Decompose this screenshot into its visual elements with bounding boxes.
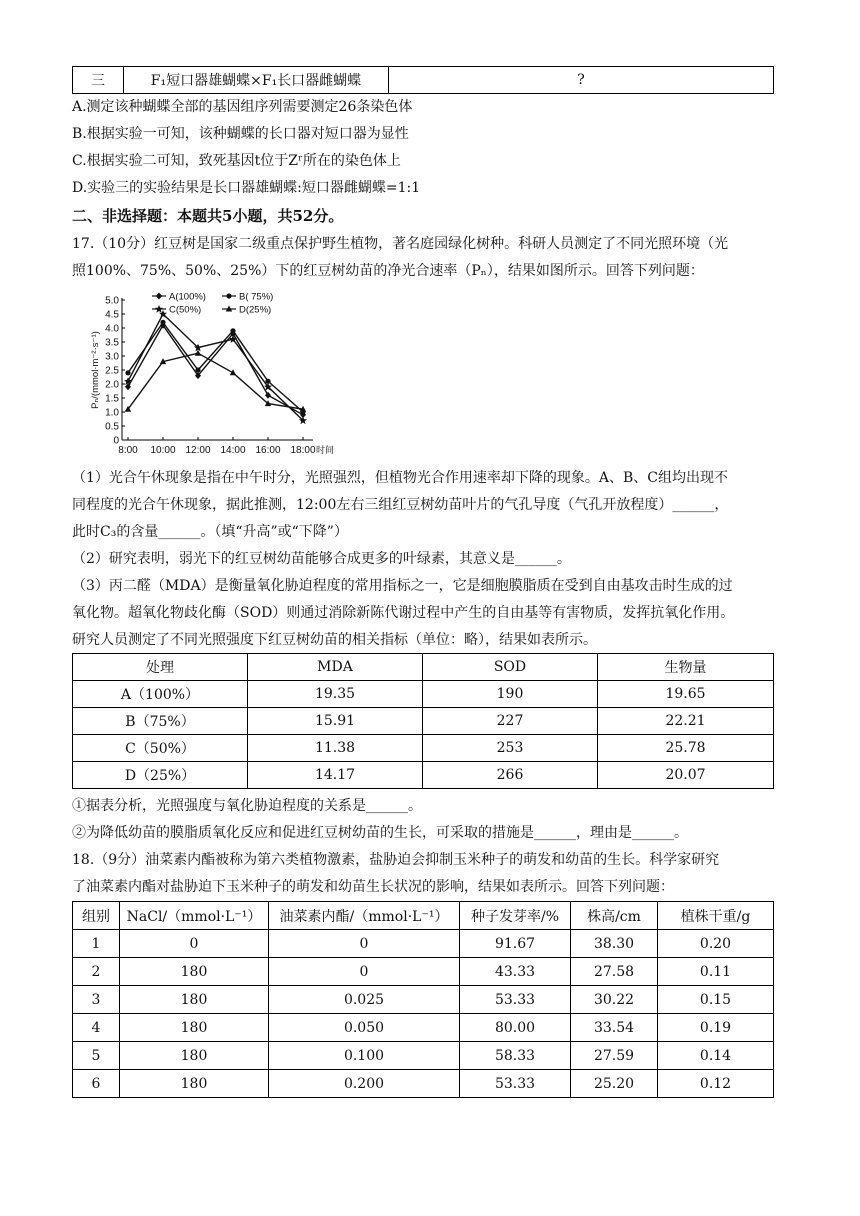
table-cell: D（25%） bbox=[73, 762, 248, 789]
table-cell: 180 bbox=[120, 1014, 269, 1042]
legend-marker bbox=[226, 293, 231, 298]
salt-stress-table bbox=[72, 901, 774, 1098]
x-tick-label: 18:00 bbox=[290, 445, 316, 456]
col-header: 组别 bbox=[73, 902, 120, 930]
q17-p1-line2: 同程度的光合午休现象，据此推测，12:00左右三组红豆树幼苗叶片的气孔导度（气孔开放程度）______， bbox=[72, 497, 729, 513]
table-cell: 11.38 bbox=[248, 735, 423, 762]
x-tick-label: 14:00 bbox=[220, 445, 246, 456]
table-cell: 5 bbox=[73, 1042, 120, 1070]
x-tick-label: 8:00 bbox=[118, 445, 138, 456]
table-cell: 58.33 bbox=[460, 1042, 571, 1070]
table-row bbox=[73, 67, 774, 94]
table-cell: 0.025 bbox=[269, 986, 460, 1014]
col-header: MDA bbox=[248, 654, 423, 681]
data-point bbox=[230, 328, 235, 333]
section-title: 二、非选择题：本题共5小题，共52分。 bbox=[72, 207, 344, 225]
table-cell: 227 bbox=[423, 708, 598, 735]
table-cell: 180 bbox=[120, 1070, 269, 1098]
x-tick-label: 16:00 bbox=[255, 445, 281, 456]
table-header-row bbox=[73, 654, 774, 681]
table-cell: 53.33 bbox=[460, 986, 571, 1014]
experiment-number: 三 bbox=[73, 67, 124, 94]
col-header: SOD bbox=[423, 654, 598, 681]
table-cell: 2 bbox=[73, 958, 120, 986]
table-cell: 19.35 bbox=[248, 681, 423, 708]
table-row bbox=[73, 762, 774, 789]
table-cell: 0.20 bbox=[658, 930, 774, 958]
option-b: B.根据实验一可知，该种蝴蝶的长口器对短口器为显性 bbox=[72, 126, 409, 142]
table-cell: 14.17 bbox=[248, 762, 423, 789]
option-c: C.根据实验二可知，致死基因t位于Zʳ所在的染色体上 bbox=[72, 153, 401, 169]
q17-intro-line1: 17.（10分）红豆树是国家二级重点保护野生植物，著名庭园绿化树种。科研人员测定了不同光照环境（光 bbox=[72, 236, 729, 252]
legend-label: B( 75%) bbox=[239, 291, 274, 303]
table-cell: 0 bbox=[269, 930, 460, 958]
table-cell: 0.050 bbox=[269, 1014, 460, 1042]
table-cell: 38.30 bbox=[571, 930, 658, 958]
table-cell: C（50%） bbox=[73, 735, 248, 762]
series-line-1 bbox=[128, 325, 303, 415]
x-tick-label: 10:00 bbox=[150, 445, 176, 456]
table-row bbox=[73, 1070, 774, 1098]
q18-intro-line2: 了油菜素内酯对盐胁迫下玉米种子的萌发和幼苗生长状况的影响，结果如表所示。回答下列问题： bbox=[72, 879, 674, 895]
col-header: 株高/cm bbox=[571, 902, 658, 930]
table-cell: 30.22 bbox=[571, 986, 658, 1014]
table-cell: 25.78 bbox=[598, 735, 774, 762]
table-cell: 80.00 bbox=[460, 1014, 571, 1042]
table-cell: 180 bbox=[120, 986, 269, 1014]
table-header-row bbox=[73, 902, 774, 930]
y-tick-label: 2.0 bbox=[105, 379, 119, 391]
table-cell: 190 bbox=[423, 681, 598, 708]
col-header: 种子发芽率/% bbox=[460, 902, 571, 930]
table-cell: 3 bbox=[73, 986, 120, 1014]
y-tick-label: 3.5 bbox=[105, 337, 119, 349]
x-axis-label: 时间 bbox=[316, 445, 335, 455]
y-tick-label: 2.5 bbox=[105, 365, 119, 377]
table-cell: 91.67 bbox=[460, 930, 571, 958]
table-cell: B（75%） bbox=[73, 708, 248, 735]
table-cell: 22.21 bbox=[598, 708, 774, 735]
data-point bbox=[195, 367, 200, 372]
pn-line-chart bbox=[82, 288, 352, 466]
data-point bbox=[160, 320, 165, 325]
table-cell: 6 bbox=[73, 1070, 120, 1098]
series-line-2 bbox=[128, 322, 303, 412]
legend-label: C(50%) bbox=[169, 304, 202, 316]
table-cell: 0.14 bbox=[658, 1042, 774, 1070]
q17-p3-line3: 研究人员测定了不同光照强度下红豆树幼苗的相关指标（单位：略），结果如表所示。 bbox=[72, 632, 597, 648]
table-cell: 4 bbox=[73, 1014, 120, 1042]
table-cell: 15.91 bbox=[248, 708, 423, 735]
legend-label: D(25%) bbox=[239, 304, 272, 316]
x-tick-label: 12:00 bbox=[185, 445, 211, 456]
data-point bbox=[125, 370, 130, 375]
q17-p2: （2）研究表明，弱光下的红豆树幼苗能够合成更多的叶绿素，其意义是______。 bbox=[72, 551, 571, 567]
table-cell: 19.65 bbox=[598, 681, 774, 708]
table-row bbox=[73, 681, 774, 708]
q17-p1-line1: （1）光合午休现象是指在中午时分，光照强烈，但植物光合作用速率却下降的现象。A、B、C组均出现不 bbox=[72, 470, 729, 486]
q17-p1-line3: 此时C₃的含量______。（填“升高”或“下降”） bbox=[72, 524, 348, 540]
table-cell: 33.54 bbox=[571, 1014, 658, 1042]
table-cell: A（100%） bbox=[73, 681, 248, 708]
q17-p3-line1: （3）丙二醛（MDA）是衡量氧化胁迫程度的常用指标之一，它是细胞膜脂质在受到自由基攻击时生成的过 bbox=[72, 578, 733, 594]
legend-label: A(100%) bbox=[169, 291, 206, 303]
table-row bbox=[73, 986, 774, 1014]
table-cell: 0 bbox=[120, 930, 269, 958]
table-cell: 27.59 bbox=[571, 1042, 658, 1070]
col-header: 植株干重/g bbox=[658, 902, 774, 930]
col-header: 生物量 bbox=[598, 654, 774, 681]
y-axis-label: Pₙ/(mmol·m⁻²·s⁻¹) bbox=[90, 331, 101, 409]
table-cell: 0.11 bbox=[658, 958, 774, 986]
option-d: D.实验三的实验结果是长口器雄蝴蝶:短口器雌蝴蝶=1:1 bbox=[72, 180, 421, 196]
table-row bbox=[73, 735, 774, 762]
table-cell: 0.100 bbox=[269, 1042, 460, 1070]
table-row bbox=[73, 1014, 774, 1042]
q17-p3-line2: 氧化物。超氧化物歧化酶（SOD）则通过消除新陈代谢过程中产生的自由基等有害物质，发挥抗氧化作用。 bbox=[72, 605, 735, 621]
y-tick-label: 5.0 bbox=[105, 295, 119, 307]
table-row bbox=[73, 958, 774, 986]
table-cell: 253 bbox=[423, 735, 598, 762]
light-treatment-table bbox=[72, 653, 774, 789]
col-header: NaCl/（mmol·L⁻¹） bbox=[120, 902, 269, 930]
option-a: A.测定该种蝴蝶全部的基因组序列需要测定26条染色体 bbox=[72, 99, 413, 115]
table-cell: 0.15 bbox=[658, 986, 774, 1014]
q17-sub-a: ①据表分析，光照强度与氧化胁迫程度的关系是______。 bbox=[72, 798, 422, 814]
q17-sub-b: ②为降低幼苗的膜脂质氧化反应和促进红豆树幼苗的生长，可采取的措施是______，理由是______。 bbox=[72, 825, 688, 841]
table-cell: 1 bbox=[73, 930, 120, 958]
table-cell: 0.19 bbox=[658, 1014, 774, 1042]
table-cell: 0 bbox=[269, 958, 460, 986]
y-tick-label: 1.0 bbox=[105, 407, 119, 419]
table-cell: 27.58 bbox=[571, 958, 658, 986]
table-cell: 53.33 bbox=[460, 1070, 571, 1098]
table-cell: 180 bbox=[120, 1042, 269, 1070]
experiment-table-fragment bbox=[72, 66, 774, 94]
y-tick-label: 1.5 bbox=[105, 393, 119, 405]
table-row bbox=[73, 708, 774, 735]
y-tick-label: 3.0 bbox=[105, 351, 119, 363]
y-tick-label: 0 bbox=[113, 435, 119, 447]
table-row bbox=[73, 1042, 774, 1070]
table-cell: 0.200 bbox=[269, 1070, 460, 1098]
col-header: 处理 bbox=[73, 654, 248, 681]
table-cell: 43.33 bbox=[460, 958, 571, 986]
experiment-result: ? bbox=[389, 67, 774, 94]
table-row bbox=[73, 930, 774, 958]
q17-intro-line2: 照100%、75%、50%、25%）下的红豆树幼苗的净光合速率（Pₙ），结果如图所示。回答下列问题： bbox=[72, 263, 704, 279]
col-header: 油菜素内酯/（mmol·L⁻¹） bbox=[269, 902, 460, 930]
y-tick-label: 4.5 bbox=[105, 309, 119, 321]
table-cell: 266 bbox=[423, 762, 598, 789]
table-cell: 0.12 bbox=[658, 1070, 774, 1098]
table-cell: 20.07 bbox=[598, 762, 774, 789]
y-tick-label: 4.0 bbox=[105, 323, 119, 335]
table-cell: 25.20 bbox=[571, 1070, 658, 1098]
experiment-cross: F₁短口器雄蝴蝶×F₁长口器雌蝴蝶 bbox=[124, 67, 389, 94]
legend-marker bbox=[156, 293, 162, 300]
y-tick-label: 0.5 bbox=[105, 421, 119, 433]
table-cell: 180 bbox=[120, 958, 269, 986]
q18-intro-line1: 18.（9分）油菜素内酯被称为第六类植物激素，盐胁迫会抑制玉米种子的萌发和幼苗的生长。科学家研究 bbox=[72, 852, 720, 868]
